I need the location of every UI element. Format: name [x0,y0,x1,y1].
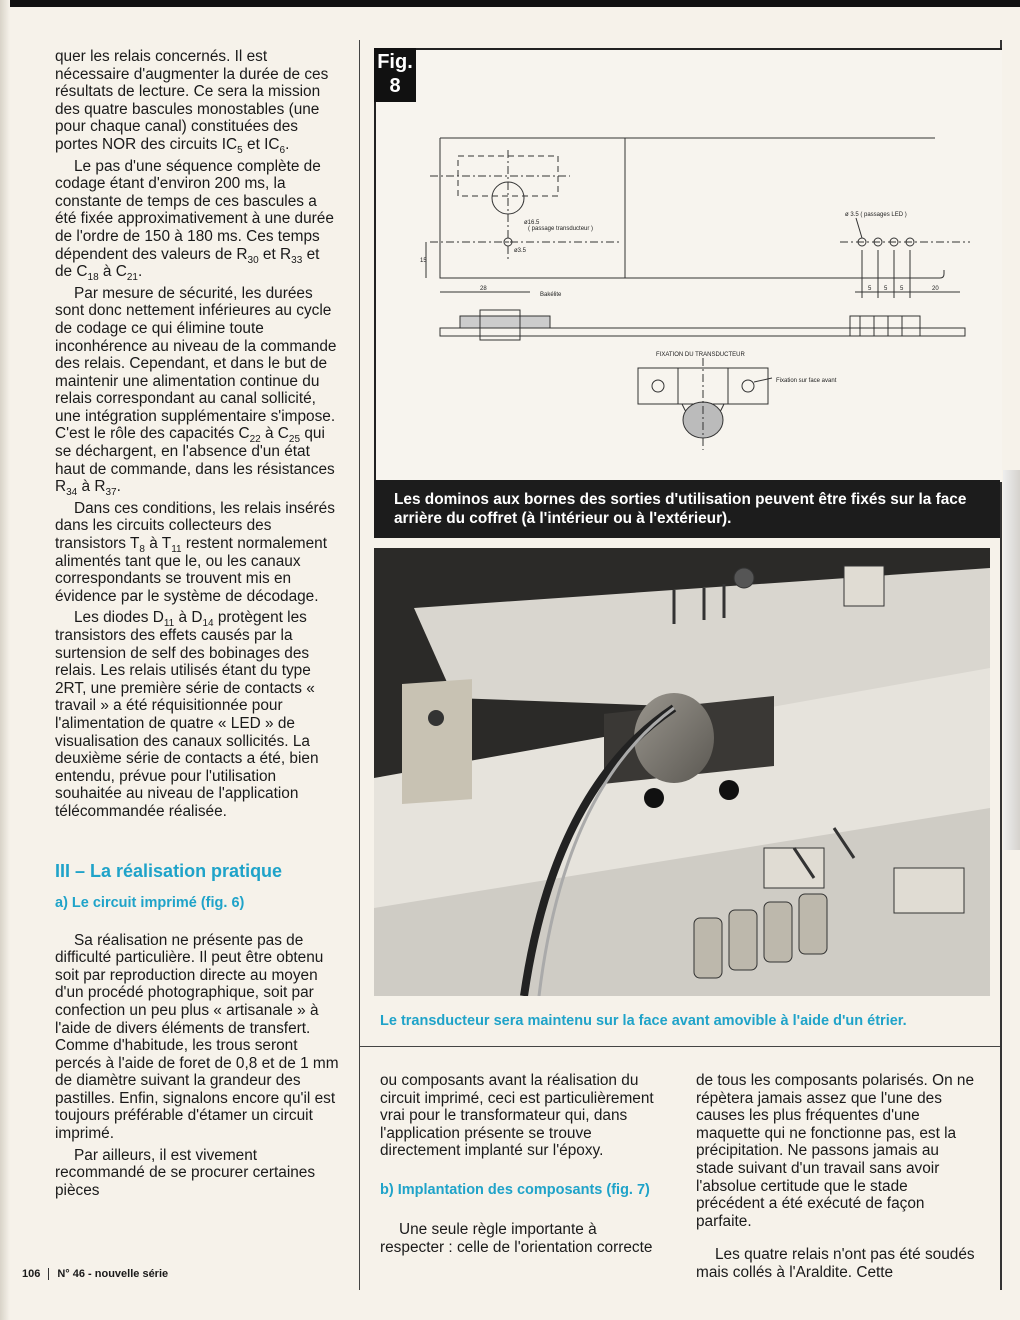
sub-heading: a) Le circuit imprimé (fig. 6) [55,894,245,911]
circuit-photo [374,548,990,996]
dimension-label: 15 [420,258,427,264]
drawing-label: ø 3.5 ( passages LED ) [845,212,907,218]
page-footer [22,1268,168,1280]
section-heading: III – La réalisation pratique [55,860,283,881]
photo-bottom-rule [360,1046,1000,1047]
paragraph: Le pas d'une séquence complète de codage étant d'environ 200 ms, la constante de temps de ces bascules a été fixée approximativement à une durée de l'ordre de 150 à 180 ms. Ces temps dépendent des valeurs de $R_{30}$ et $R_{33}$ et de $C_{18}$ à $C_{21}$. [55,157,334,284]
figure-label-text: Fig. [377,51,413,73]
paragraph: Une seule règle importante à respecter : celle de l'orientation correcte [380,1220,653,1256]
photo-image [374,548,990,996]
paragraph: ou composants avant la réalisation du circuit imprimé, ceci est particulièrement vrai pour le transformateur qui, dans l'application présente se trouve directement implanté sur l'époxy. [380,1072,654,1160]
top-edge [0,0,1020,7]
left-column [55,48,340,1203]
column-rule [359,40,360,1290]
dimension-label: 5 [868,286,872,292]
right-strip [1003,470,1020,850]
paragraph: Les diodes $D_{11}$ à $D_{14}$ protègent les transistors des effets causés par la surtension de self des bobinages des relais. Les relais utilisés étant du type 2RT, une première série de contacts « travail » a été réquisitionnée pour l'alimentation de quatre « LED » de visualisation des canaux sollicités. La deuxième série de contacts a été, bien entendu, prévue pour l'utilisation souhaitée au niveau de l'application télécommandée réalisée. [55,609,319,820]
figure-label [374,48,416,102]
page-number: 106 [22,1268,49,1280]
middle-column [380,1072,665,1260]
paragraph: Par mesure de sécurité, les durées sont donc nettement inférieures au cycle de codage ce qui élimine toute inconhérence au niveau de la commande des relais. Cependant, et dans le but de maintenir une alimentation continue du relais correspondant au canal sollicité, une intégration supplémentaire s'impose. C'est le rôle des capacités $C_{22}$ à $C_{25}$ qui se déchargent, en l'absence d'un état haut de commande, dans les résistances $R_{34}$ à $R_{37}$. [55,284,337,499]
figure-label-number: 8 [389,75,401,97]
issue-label: N° 46 - nouvelle série [57,1268,169,1280]
right-column [696,1072,976,1286]
page-shadow [0,0,10,1320]
dimension-label: 20 [932,286,939,292]
paragraph: Par ailleurs, il est vivement recommandé de se procurer certaines pièces [55,1146,316,1199]
dimension-label: 5 [900,286,904,292]
dimension-label: 28 [480,286,487,292]
paragraph: Dans ces conditions, les relais insérés dans les circuits collecteurs des transistors $T_8$ à $T_{11}$ restent normalement alimentés tant que le, ou les canaux correspondants se trouvent mis en évidence par le système de décodage. [55,499,335,605]
sub-heading: b) Implantation des composants (fig. 7) [380,1181,650,1198]
drawing-label: ø16.5 [524,220,540,226]
paragraph: Sa réalisation ne présente pas de difficulté particulière. Il peut être obtenu soit par reproduction directe au moyen d'un procédé photographique, soit par confection un peu plus « artisanale » à l'aide de divers éléments de transfert. Comme d'habitude, les trous seront percés à l'aide de foret de 0,8 et de 1 mm de diamètre suivant la grandeur des pastilles. Enfin, signalons encore qu'il est toujours préférable d'étamer un circuit imprimé. [55,931,339,1143]
drawing-label: ( passage transducteur ) [528,226,594,232]
drawing-label: ø3.5 [514,248,527,254]
paragraph: quer les relais concernés. Il est nécessaire d'augmenter la durée de ces résultats de lecture. Ce sera la mission des quatre bascules monostables (une pour chaque canal) constituées des portes NOR des circuits $IC_5$ et $IC_6$. [55,48,329,157]
paragraph: de tous les composants polarisés. On ne répètera jamais assez que l'une des causes les plus fréquentes d'une maquette qui ne fonctionne pas, est la précipitation. Ne passons jamais au stade suivant d'un travail sans avoir l'absolue certitude que le stade précédent a été exécuté de façon parfaite. [696,1072,975,1230]
figure-caption: Les dominos aux bornes des sorties d'utilisation peuvent être fixés sur la face arrière du coffret (à l'intérieur ou à l'extérieur). [374,480,1000,538]
paragraph: Les quatre relais n'ont pas été soudés mais collés à l'Araldite. Cette [696,1246,975,1281]
photo-caption: Le transducteur sera maintenu sur la face avant amovible à l'aide d'un étrier. [380,1013,907,1029]
drawing-label: Fixation sur face avant [776,378,837,384]
drawing-label: Bakélite [540,292,562,298]
technical-drawing [420,120,990,470]
drawing-label: FIXATION DU TRANSDUCTEUR [656,352,745,358]
dimension-label: 5 [884,286,888,292]
